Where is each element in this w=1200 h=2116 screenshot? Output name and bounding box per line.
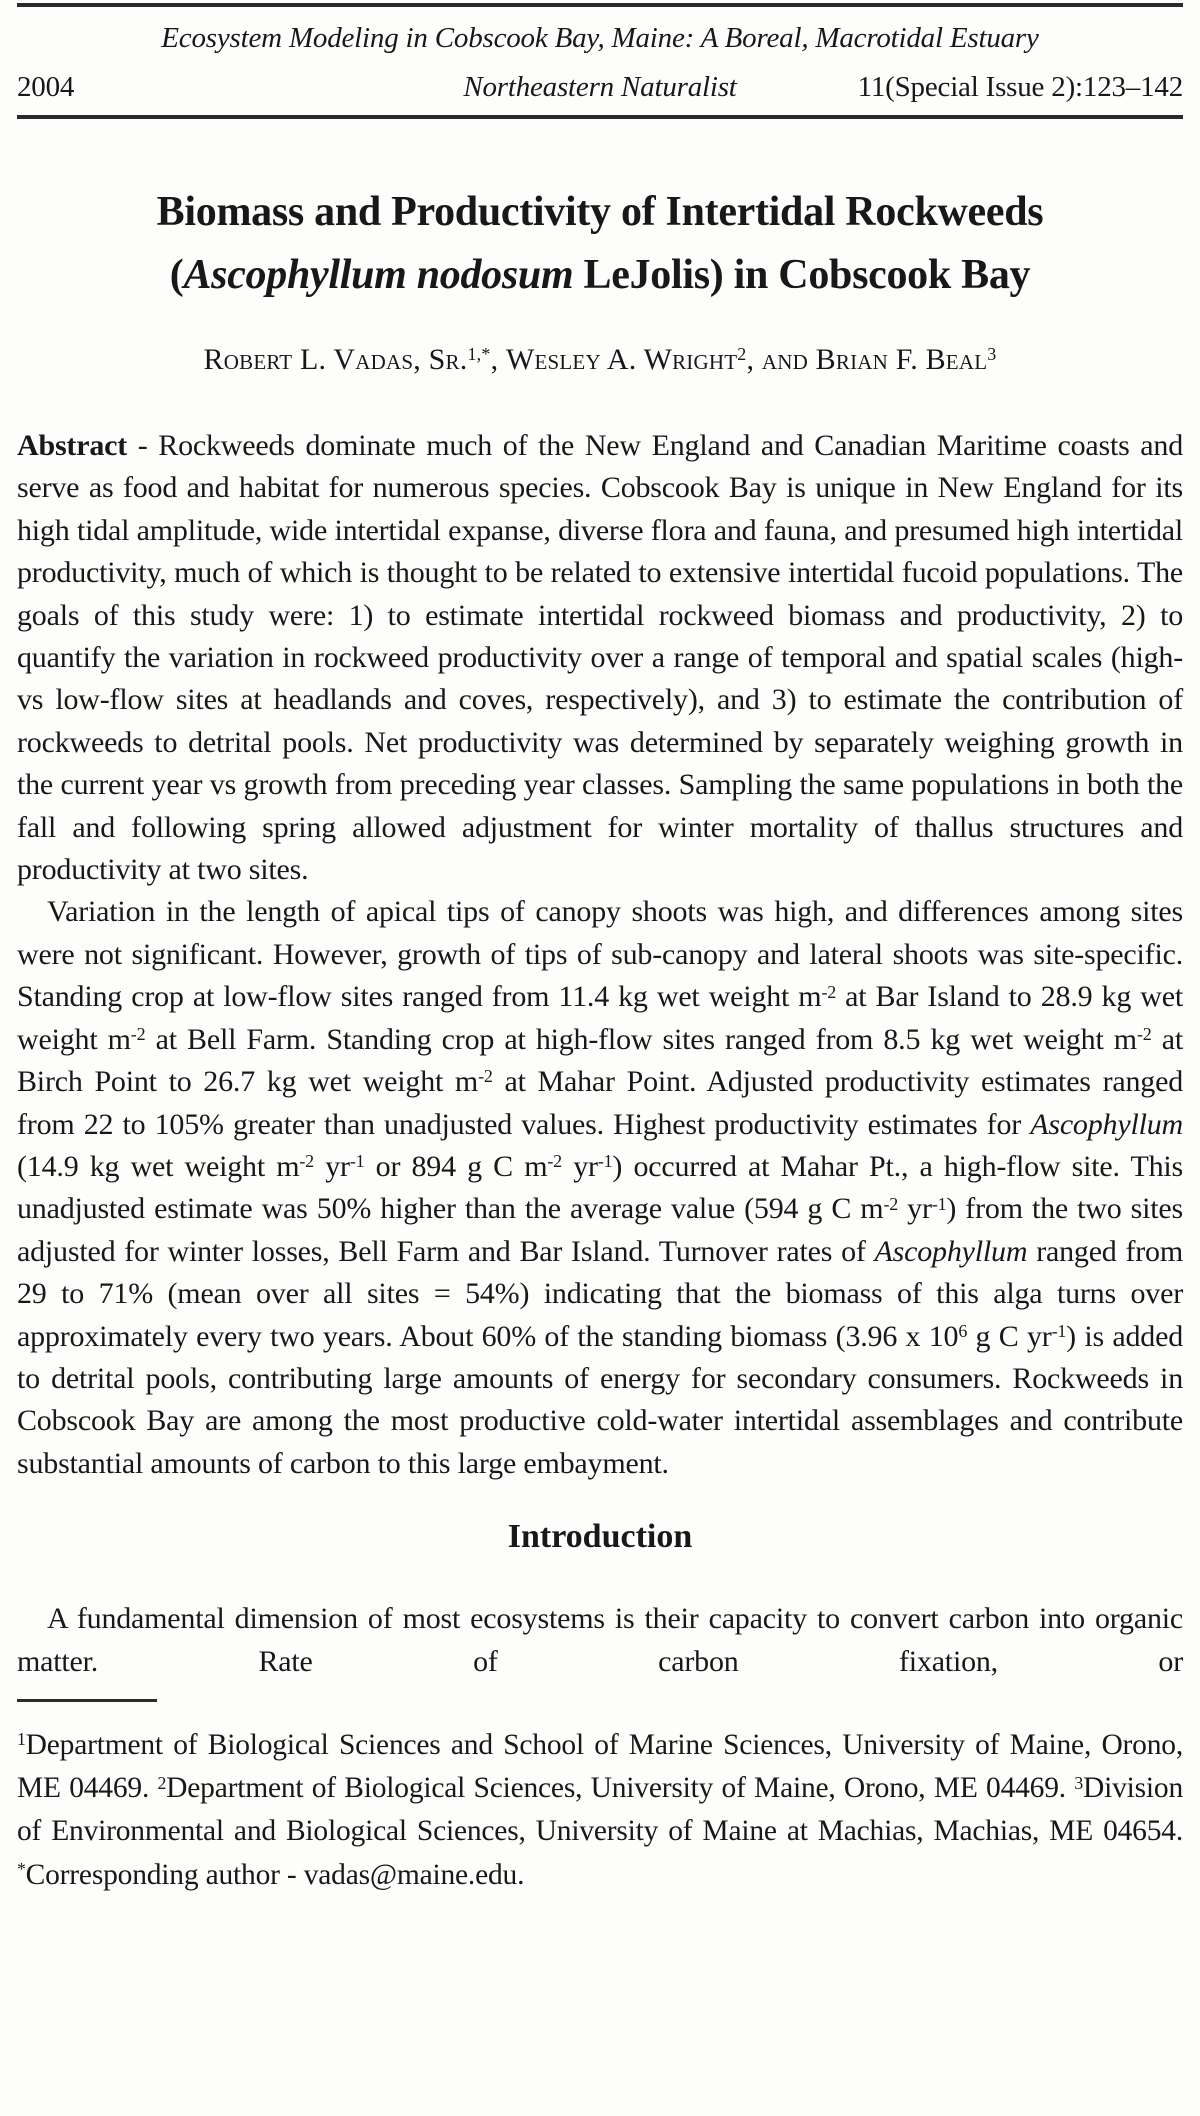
text-run: at Bell Farm. Standing crop at high-flow sites ranged from 8.5 kg wet weight m: [145, 1022, 1137, 1056]
journal-row: [17, 70, 1183, 104]
series-title: Ecosystem Modeling in Cobscook Bay, Maine: A Boreal, Macrotidal Estuary: [161, 22, 1039, 54]
text-run: yr: [313, 1149, 350, 1183]
text-run: Wesley A. Wright: [505, 343, 738, 376]
text-run: 3: [987, 344, 997, 365]
text-run: or 894 g C m: [364, 1149, 548, 1183]
abstract-paragraph-1: [17, 425, 1183, 891]
text-run: Corresponding author - vadas@maine.edu.: [25, 1858, 525, 1891]
text-run: Abstract: [17, 429, 128, 462]
text-run: -1: [597, 1151, 613, 1172]
text-run: 1: [17, 1729, 26, 1750]
text-run: Ascophyllum nodosum: [183, 252, 574, 298]
text-run: LeJolis) in Cobscook Bay: [573, 252, 1031, 298]
text-run: Division of Environmental and Biological Sciences, University of Maine at Machias, Machias, ME 04654.: [17, 1772, 1183, 1848]
text-run: ) is added to detrital pools, contributing large amounts of energy for secondary consumers. Rockweeds in Cobscook Bay are among the most productive cold-water intertidal assemblages and contribute substantial amounts of carbon to this large embayment.: [17, 1319, 1183, 1480]
introduction-paragraph: [17, 1598, 1183, 1683]
text-run: ranged from 29 to 71% (mean over all sites = 54%) indicating that the biomass of this alga turns over approximately every two years. About 60% of the standing biomass (3.96 x 10: [17, 1234, 1183, 1353]
text-run: -2: [883, 1193, 899, 1214]
text-run: -1: [349, 1151, 365, 1172]
top-rule: [17, 3, 1183, 7]
text-run: 6: [958, 1320, 968, 1341]
article-title-line-1: [17, 181, 1183, 244]
text-run: -2: [821, 981, 837, 1002]
text-run: Robert L. Vadas, Sr.: [203, 343, 468, 376]
text-run: Biomass and Productivity of Intertidal Rockweeds: [156, 189, 1044, 235]
journal-name: Northeastern Naturalist: [463, 71, 737, 103]
text-run: -1: [1051, 1320, 1067, 1341]
text-run: A fundamental dimension of most ecosystems is their capacity to convert carbon into organic matter. Rate of carbon fixation, or: [17, 1602, 1183, 1678]
journal-citation: 11(Special Issue 2):123–142: [857, 71, 1183, 103]
footnote-divider: [17, 1699, 157, 1702]
text-run: -2: [299, 1151, 314, 1172]
text-run: -1: [931, 1193, 947, 1214]
text-run: Department of Biological Sciences, University of Maine, Orono, ME 04469.: [166, 1772, 1075, 1805]
text-run: 1,*: [467, 344, 491, 365]
text-run: Ascophyllum: [1030, 1107, 1183, 1141]
text-run: ,: [490, 343, 506, 376]
text-run: at Birch Point to 26.7 kg wet weight m: [17, 1022, 1183, 1099]
footnotes-block: [17, 1724, 1183, 1897]
article-title-line-2: [17, 244, 1183, 307]
text-run: 2: [157, 1772, 167, 1793]
text-run: -2: [478, 1066, 493, 1087]
paper-page: [0, 3, 1200, 2116]
text-run: -2: [547, 1151, 562, 1172]
text-run: yr: [898, 1192, 932, 1226]
text-run: (: [169, 252, 184, 298]
text-run: -2: [130, 1024, 146, 1045]
journal-year: 2004: [17, 71, 75, 103]
text-run: yr: [561, 1149, 598, 1183]
text-run: and Brian F. Beal: [761, 343, 988, 376]
text-run: g C yr: [967, 1319, 1052, 1353]
text-run: at Mahar Point. Adjusted productivity estimates ranged from 22 to 105% greater than unadjusted values. Highest productivity estimates for: [17, 1065, 1183, 1141]
text-run: 3: [1074, 1772, 1083, 1793]
text-run: -2: [1136, 1024, 1152, 1045]
text-run: - Rockweeds dominate much of the New England and Canadian Maritime coasts and serve as food and habitat for numerous species. Cobscook Bay is unique in New England for its high tidal amplitude, wide intertidal expanse, diverse flora and fauna, and presumed high intertidal productivity, much of which is thought to be related to extensive intertidal fucoid populations. The goals of this study were: 1) to estimate intertidal rockweed biomass and productivity, 2) to quantify the variation in rockweed productivity over a range of temporal and spatial scales (high- vs low-flow sites at headlands and coves, respectively), and 3) to estimate the contribution of rockweeds to detrital pools. Net productivity was determined by separately weighing growth in the current year vs growth from preceding year classes. Sampling the same populations in both the fall and following spring allowed adjustment for winter mortality of thallus structures and productivity at two sites.: [17, 429, 1183, 887]
header-rule: [17, 115, 1183, 119]
text-run: ) occurred at Mahar Pt., a high-flow site. This unadjusted estimate was 50% higher than the average value (594 g C m: [17, 1149, 1184, 1226]
authors-line: [17, 340, 1183, 380]
section-heading-introduction: Introduction: [507, 1518, 693, 1556]
text-run: Ascophyllum: [874, 1234, 1028, 1268]
article-title: [17, 181, 1183, 307]
abstract-paragraph-2: [17, 891, 1183, 1485]
text-run: at Bar Island to 28.9 kg wet weight m: [17, 980, 1184, 1056]
text-run: (14.9 kg wet weight m: [17, 1149, 300, 1183]
text-run: Variation in the length of apical tips of canopy shoots was high, and differences among sites were not significant. However, growth of tips of sub-canopy and lateral shoots was site-specific. Standing crop at low-flow sites ranged from 11.4 kg wet weight m: [17, 895, 1183, 1014]
text-run: ,: [746, 343, 762, 376]
text-run: 2: [737, 344, 747, 365]
text-run: ) from the two sites adjusted for winter losses, Bell Farm and Bar Island. Turnover rates of: [17, 1192, 1184, 1268]
text-run: Department of Biological Sciences and School of Marine Sciences, University of Maine, Orono, ME 04469.: [17, 1728, 1183, 1805]
text-run: *: [17, 1859, 26, 1880]
